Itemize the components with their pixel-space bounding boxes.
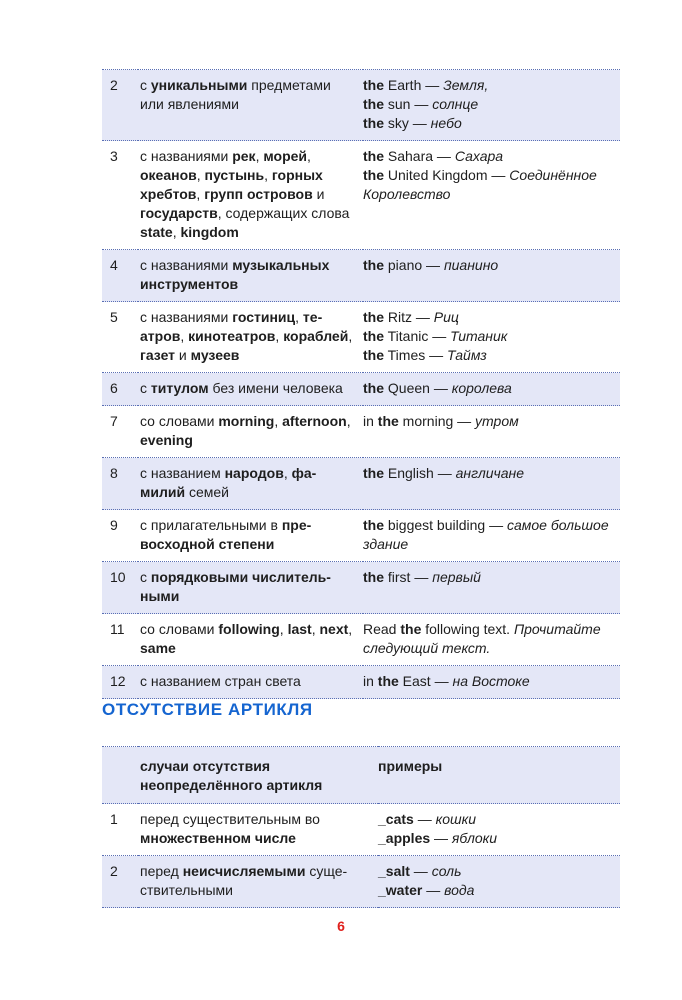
text-run: , содержащих слова — [217, 205, 350, 221]
bold-term: _apples — [378, 830, 431, 846]
bold-term: the — [363, 347, 384, 363]
usage-cell — [138, 666, 363, 699]
text-run: перед существительным во — [140, 811, 320, 827]
translation-text: англичане — [455, 465, 525, 481]
row-number: 8 — [110, 465, 118, 481]
text-run: , — [283, 465, 292, 481]
table-row — [102, 458, 620, 510]
examples-cell — [363, 250, 620, 302]
text-run: following text. — [421, 621, 514, 637]
text-run: Earth — — [384, 77, 444, 93]
translation-text: кошки — [435, 811, 477, 827]
example-line — [378, 829, 616, 848]
bold-term: the — [363, 380, 384, 396]
bold-term: групп островов — [204, 186, 313, 202]
row-number: 4 — [110, 257, 118, 273]
bold-term: музыкальных инструментов — [140, 257, 330, 292]
text-run: Titanic — — [384, 328, 451, 344]
row-number: 5 — [110, 309, 118, 325]
text-run: in — [363, 413, 378, 429]
bold-term: рек — [232, 148, 256, 164]
table-row — [102, 302, 620, 373]
example-line — [363, 95, 616, 114]
examples-cell — [363, 666, 620, 699]
usage-cell — [138, 614, 363, 666]
table-row — [102, 70, 620, 141]
translation-text: Титаник — [450, 328, 508, 344]
examples-cell — [363, 141, 620, 250]
bold-term: the — [363, 148, 384, 164]
usage-cell — [138, 250, 363, 302]
bold-term: same — [140, 640, 176, 656]
table-header-row — [102, 747, 620, 804]
text-run: , — [348, 621, 353, 637]
header-usage-cell: случаи отсутствия неопределённого артикля — [140, 758, 323, 793]
bold-term: множественном числе — [140, 830, 296, 846]
text-run: , — [196, 167, 205, 183]
example-line — [363, 412, 616, 431]
usage-cell — [138, 373, 363, 406]
usage-cell — [138, 804, 378, 856]
text-run: , — [279, 621, 288, 637]
bold-term: following — [218, 621, 280, 637]
text-run: — — [413, 811, 436, 827]
usage-cell — [138, 510, 363, 562]
bold-term: the — [377, 673, 399, 689]
usage-cell — [138, 141, 363, 250]
text-run: sky — — [384, 115, 431, 131]
text-run: перед — [140, 863, 183, 879]
examples-cell — [378, 856, 620, 908]
usage-cell — [138, 458, 363, 510]
usage-cell — [138, 70, 363, 141]
translation-text: вода — [444, 882, 475, 898]
example-line — [363, 516, 616, 554]
examples-cell — [363, 458, 620, 510]
bold-term: _salt — [378, 863, 410, 879]
examples-cell — [363, 510, 620, 562]
bold-term: уникальными — [150, 77, 248, 93]
text-run: с названием стран света — [140, 673, 301, 689]
translation-text: самое большое здание — [363, 517, 609, 552]
text-run: , — [264, 167, 272, 183]
article-usage-table — [102, 69, 620, 699]
translation-text: солнце — [432, 96, 479, 112]
text-run: без имени человека — [208, 380, 343, 396]
example-line — [363, 76, 616, 95]
text-run: , — [172, 224, 181, 240]
text-run: с названием — [140, 465, 225, 481]
example-line — [378, 862, 616, 881]
bold-term: порядковыми числительными — [140, 569, 331, 604]
text-run: — — [430, 830, 452, 846]
bold-term: превосходной степени — [140, 517, 312, 552]
text-run: morning — — [398, 413, 476, 429]
text-run: first — — [384, 569, 433, 585]
examples-cell — [363, 406, 620, 458]
usage-cell — [138, 856, 378, 908]
text-run: и — [175, 347, 191, 363]
row-number: 1 — [110, 811, 118, 827]
example-line — [363, 166, 616, 204]
bold-term: last — [287, 621, 312, 637]
translation-text: Прочитайте следующий текст. — [363, 621, 601, 656]
bold-term: газет — [140, 347, 176, 363]
text-run: семей — [185, 484, 229, 500]
bold-term: the — [363, 465, 384, 481]
translation-text: Соединённое Королевство — [363, 167, 597, 202]
example-line — [378, 810, 616, 829]
text-run: с — [140, 77, 151, 93]
text-run: с — [140, 380, 151, 396]
text-run: со словами — [140, 413, 219, 429]
text-run: Sahara — — [384, 148, 455, 164]
bold-term: неисчисляемыми — [182, 863, 306, 879]
bold-term: evening — [140, 432, 193, 448]
text-run: — — [409, 863, 432, 879]
row-number: 11 — [110, 621, 125, 637]
no-article-table — [102, 746, 620, 908]
bold-term: the — [363, 257, 384, 273]
examples-cell — [363, 562, 620, 614]
text-run: , — [275, 328, 284, 344]
text-run: Ritz — — [384, 309, 434, 325]
translation-text: пианино — [443, 257, 499, 273]
page-number: 6 — [337, 918, 345, 934]
text-run: United Kingdom — — [384, 167, 510, 183]
text-run: , — [255, 148, 264, 164]
text-run: , — [307, 148, 311, 164]
text-run: , — [348, 328, 353, 344]
translation-text: утром — [475, 413, 519, 429]
example-line — [378, 881, 616, 900]
example-line — [363, 308, 616, 327]
table-row — [102, 250, 620, 302]
text-run: и — [312, 186, 325, 202]
bold-term: the — [363, 517, 384, 533]
table-row — [102, 406, 620, 458]
text-run: Queen — — [384, 380, 452, 396]
examples-cell — [363, 373, 620, 406]
example-line — [363, 379, 616, 398]
row-number: 3 — [110, 148, 118, 164]
text-run: in — [363, 673, 378, 689]
row-number: 10 — [110, 569, 126, 585]
bold-term: the — [377, 413, 399, 429]
usage-cell — [138, 302, 363, 373]
bold-term: the — [363, 569, 384, 585]
bold-term: театров — [140, 309, 323, 344]
example-line — [363, 256, 616, 275]
text-run: , — [180, 328, 189, 344]
bold-term: afternoon — [282, 413, 347, 429]
row-number: 2 — [110, 863, 118, 879]
text-run: piano — — [384, 257, 444, 273]
translation-text: Сахара — [454, 148, 504, 164]
usage-cell — [138, 562, 363, 614]
bold-term: the — [363, 309, 384, 325]
text-run: со словами — [140, 621, 219, 637]
row-number: 2 — [110, 77, 118, 93]
row-number: 7 — [110, 413, 118, 429]
table-row — [102, 804, 620, 856]
bold-term: morning — [218, 413, 275, 429]
translation-text: первый — [432, 569, 481, 585]
row-number: 12 — [110, 673, 126, 689]
example-line — [363, 620, 616, 658]
table-row — [102, 141, 620, 250]
text-run: , — [311, 621, 320, 637]
examples-cell — [363, 302, 620, 373]
bold-term: титулом — [150, 380, 209, 396]
example-line — [363, 568, 616, 587]
translation-text: небо — [430, 115, 462, 131]
text-run: с прилагательными в — [140, 517, 282, 533]
text-run: существительными — [140, 863, 348, 898]
example-line — [363, 346, 616, 365]
text-run: , — [346, 413, 351, 429]
bold-term: гостиниц — [232, 309, 296, 325]
bold-term: кинотеатров — [188, 328, 276, 344]
text-run: с — [140, 569, 151, 585]
header-num-cell — [102, 747, 138, 804]
section-title: ОТСУТСТВИЕ АРТИКЛЯ — [102, 700, 313, 719]
bold-term: пустынь — [204, 167, 265, 183]
translation-text: Риц — [433, 309, 459, 325]
text-run: с названиями — [140, 309, 233, 325]
examples-cell — [363, 70, 620, 141]
example-line — [363, 147, 616, 166]
bold-term: the — [363, 167, 384, 183]
translation-text: на Востоке — [452, 673, 530, 689]
bold-term: the — [363, 96, 384, 112]
table-row — [102, 614, 620, 666]
text-run: English — — [384, 465, 456, 481]
row-number: 6 — [110, 380, 118, 396]
examples-cell — [363, 614, 620, 666]
text-run: , — [274, 413, 283, 429]
bold-term: народов — [224, 465, 284, 481]
bold-term: next — [319, 621, 349, 637]
bold-term: state — [140, 224, 173, 240]
translation-text: яблоки — [451, 830, 498, 846]
table-row — [102, 510, 620, 562]
example-line — [363, 327, 616, 346]
text-run: предметами или явлениями — [140, 77, 331, 112]
example-line — [363, 672, 616, 691]
text-run: biggest building — — [384, 517, 507, 533]
translation-text: соль — [431, 863, 462, 879]
text-run: sun — — [384, 96, 433, 112]
translation-text: королева — [451, 380, 512, 396]
header-examples-cell: примеры — [378, 758, 443, 774]
table-row — [102, 856, 620, 908]
text-run: East — — [398, 673, 453, 689]
table-row — [102, 666, 620, 699]
bold-term: горных хребтов — [140, 167, 323, 202]
bold-term: the — [363, 77, 384, 93]
bold-term: the — [363, 115, 384, 131]
examples-cell — [378, 804, 620, 856]
bold-term: _water — [378, 882, 423, 898]
text-run: , — [295, 309, 303, 325]
bold-term: the — [363, 328, 384, 344]
bold-term: государств — [140, 205, 218, 221]
example-line — [363, 464, 616, 483]
translation-text: Земля, — [443, 77, 489, 93]
text-run: с названиями — [140, 257, 233, 273]
text-run: , — [196, 186, 205, 202]
table-row — [102, 373, 620, 406]
bold-term: океанов — [140, 167, 197, 183]
text-run: — — [422, 882, 445, 898]
bold-term: музеев — [190, 347, 240, 363]
row-number: 9 — [110, 517, 118, 533]
bold-term: the — [400, 621, 422, 637]
translation-text: Таймз — [447, 347, 487, 363]
bold-term: кораблей — [283, 328, 349, 344]
example-line — [363, 114, 616, 133]
table-row — [102, 562, 620, 614]
bold-term: морей — [263, 148, 308, 164]
text-run: Times — — [384, 347, 448, 363]
bold-term: _cats — [378, 811, 414, 827]
usage-cell — [138, 406, 363, 458]
text-run: Read — [363, 621, 401, 637]
bold-term: kingdom — [180, 224, 239, 240]
bold-term: фамилий — [140, 465, 317, 500]
text-run: с названиями — [140, 148, 233, 164]
